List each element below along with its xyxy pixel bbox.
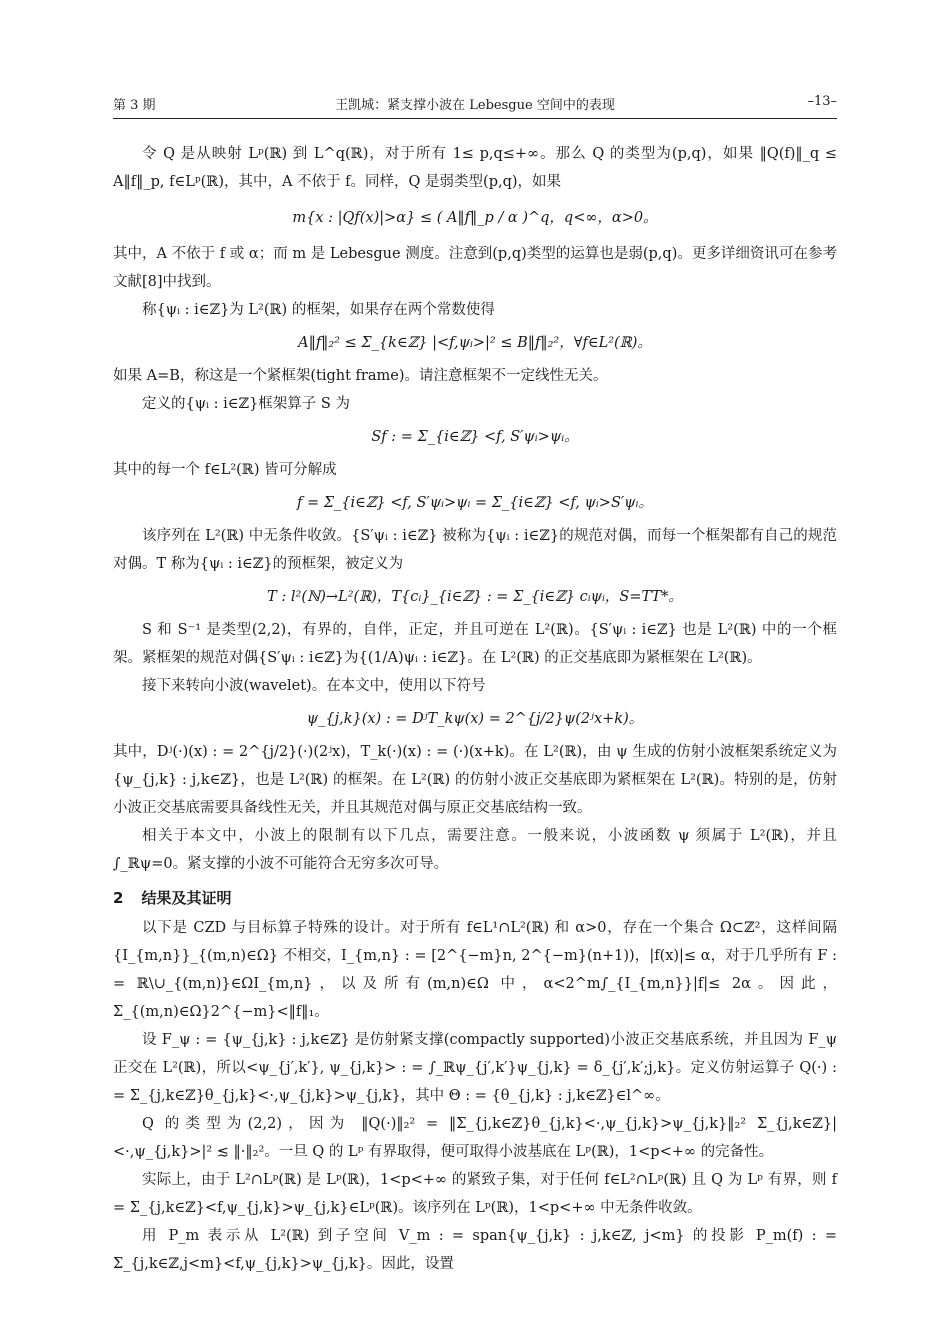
issue-label: 第 3 期 (113, 98, 156, 113)
paragraph-affine-operator: 设 F_ψ : = {ψ_{j,k} : j,k∈ℤ} 是仿射紧支撑(compactly supported)小波正交基底系统，并且因为 F_ψ 正交在 L²(ℝ)，所以<ψ_{j′,k′}, ψ_{j,k}> : = ∫_ℝψ_{j′,k′}ψ_{j,k} = δ_{j′,k′;j,k}。定义仿射运算子 Q(·) : = Σ_{j,k∈ℤ}θ_{j,k}<·,ψ_{j,k}>ψ_{j,k}，其中 Θ : = {θ_{j,k} : j,k∈ℤ}∈l^∞。 (113, 1032, 837, 1104)
paragraph-type-22: Q 的类型为(2,2)，因为 ‖Q(·)‖₂² = ‖Σ_{j,k∈ℤ}θ_{j,k}<·,ψ_{j,k}>ψ_{j,k}‖₂² Σ_{j,k∈ℤ}|<·,ψ_{j,k}>|² ≲ ‖·‖₂²。一旦 Q 的 Lᵖ 有界取得，便可取得小波基底在 Lᵖ(ℝ)，1<p<+∞ 的完备性。 (113, 1116, 837, 1160)
paragraph-frame-definition: 称{ψᵢ : i∈ℤ}为 L²(ℝ) 的框架，如果存在两个常数使得 (142, 302, 495, 318)
section-title: 结果及其证明 (141, 889, 232, 907)
running-title: 王凯城：紧支撑小波在 Lebesgue 空间中的表现 (335, 98, 615, 113)
paragraph-projection: 用 P_m 表示从 L²(ℝ) 到子空间 V_m : = span{ψ_{j,k} : j,k∈ℤ, j<m} 的投影 P_m(f) : = Σ_{j,k∈ℤ,j<m}<f,ψ_{j,k}>ψ_{j,k}。因此，设置 (113, 1228, 837, 1272)
equation-weak-type: m{x : |Qf(x)|>α} ≤ ( A‖f‖_p / α )^q，q<∞，α>0。 (292, 210, 658, 226)
header-rule (113, 118, 837, 119)
page-number: –13– (807, 94, 837, 109)
paragraph-convergence: 实际上，由于 L²∩Lᵖ(ℝ) 是 Lᵖ(ℝ)，1<p<+∞ 的紧致子集，对于任何 f∈L²∩Lᵖ(ℝ) 且 Q 为 Lᵖ 有界，则 f = Σ_{j,k∈ℤ}<f,ψ_{j,k}>ψ_{j,k}∈Lᵖ(ℝ)。该序列在 Lᵖ(ℝ)，1<p<+∞ 中无条件收敛。 (113, 1172, 837, 1216)
paragraph-decomposition: 其中的每一个 f∈L²(ℝ) 皆可分解成 (113, 462, 337, 478)
paragraph-czd: 以下是 CZD 与目标算子特殊的设计。对于所有 f∈L¹∩L²(ℝ) 和 α>0，存在一个集合 Ω⊂ℤ²，这样间隔{I_{m,n}}_{(m,n)∈Ω} 不相交，I_{m,n} : = [2^{−m}n, 2^{−m}(n+1))，|f(x)|≤ α，对于几乎所有 F : = ℝ\∪_{(m,n)}∈ΩI_{m,n}，以及所有(m,n)∈Ω 中，α<2^m∫_{I_{m,n}}|f|≤ 2α。因此，Σ_{(m,n)∈Ω}2^{−m}<‖f‖₁。 (113, 920, 837, 1020)
paragraph-tight-frame: 如果 A=B，称这是一个紧框架(tight frame)。请注意框架不一定线性无关。 (113, 368, 608, 384)
equation-frame-operator: Sf : = Σ_{i∈ℤ} <f, S′ψᵢ>ψᵢ。 (371, 429, 579, 445)
paragraph-wavelet-restrictions: 相关于本文中，小波上的限制有以下几点，需要注意。一般来说，小波函数 ψ 须属于 L²(ℝ)，并且 ∫_ℝψ=0。紧支撑的小波不可能符合无穷多次可导。 (113, 828, 837, 872)
section-heading (113, 884, 837, 912)
paragraph-canonical-dual: 该序列在 L²(ℝ) 中无条件收敛。{S′ψᵢ : i∈ℤ} 被称为{ψᵢ : i∈ℤ}的规范对偶，而每一个框架都有自己的规范对偶。T 称为{ψᵢ : i∈ℤ}的预框架，被定义为 (113, 528, 837, 572)
paragraph-frame-operator: 定义的{ψᵢ : i∈ℤ}框架算子 S 为 (142, 396, 350, 412)
equation-decomposition: f = Σ_{i∈ℤ} <f, S′ψᵢ>ψᵢ = Σ_{i∈ℤ} <f, ψᵢ>S′ψᵢ。 (297, 495, 653, 511)
running-header (113, 92, 837, 114)
equation-wavelet-notation: ψ_{j,k}(x) : = DʲT_kψ(x) = 2^{j/2}ψ(2ʲx+k)。 (306, 711, 644, 727)
paragraph-lebesgue-measure: 其中，A 不依于 f 或 α；而 m 是 Lebesgue 测度。注意到(p,q)类型的运算也是弱(p,q)。更多详细资讯可在参考文献[8]中找到。 (113, 246, 837, 290)
paragraph-strong-weak-type: 令 Q 是从映射 Lᵖ(ℝ) 到 L^q(ℝ)，对于所有 1≤ p,q≤+∞。那么 Q 的类型为(p,q)，如果 ‖Q(f)‖_q ≤ A‖f‖_p, f∈Lᵖ(ℝ)，其中，A 不依于 f。同样，Q 是弱类型(p,q)，如果 (113, 146, 837, 190)
paragraph-wavelet-intro: 接下来转向小波(wavelet)。在本文中，使用以下符号 (142, 678, 486, 694)
body-text (113, 140, 837, 1278)
paragraph-operator-properties: S 和 S⁻¹ 是类型(2,2)，有界的，自伴，正定，并且可逆在 L²(ℝ)。{S′ψᵢ : i∈ℤ} 也是 L²(ℝ) 中的一个框架。紧框架的规范对偶{S′ψᵢ : i∈ℤ}为{(1/A)ψᵢ : i∈ℤ}。在 L²(ℝ) 的正交基底即为紧框架在 L²(ℝ)。 (113, 622, 837, 666)
section-number: 2 (113, 889, 124, 907)
equation-preframe: T : l²(ℕ)→L²(ℝ)，T{cᵢ}_{i∈ℤ} : = Σ_{i∈ℤ} cᵢψᵢ，S=TT*。 (267, 589, 683, 605)
paragraph-affine-wavelet: 其中，Dʲ(·)(x) : = 2^{j/2}(·)(2ʲx)，T_k(·)(x) : = (·)(x+k)。在 L²(ℝ)，由 ψ 生成的仿射小波框架系统定义为{ψ_{j,k} : j,k∈ℤ}，也是 L²(ℝ) 的框架。在 L²(ℝ) 的仿射小波正交基底即为紧框架在 L²(ℝ)。特别的是，仿射小波正交基底需要具备线性无关，并且其规范对偶与原正交基底结构一致。 (113, 744, 837, 816)
equation-frame-bounds: A‖f‖₂² ≤ Σ_{k∈ℤ} |<f,ψᵢ>|² ≤ B‖f‖₂²，∀f∈L²(ℝ)。 (298, 335, 652, 351)
